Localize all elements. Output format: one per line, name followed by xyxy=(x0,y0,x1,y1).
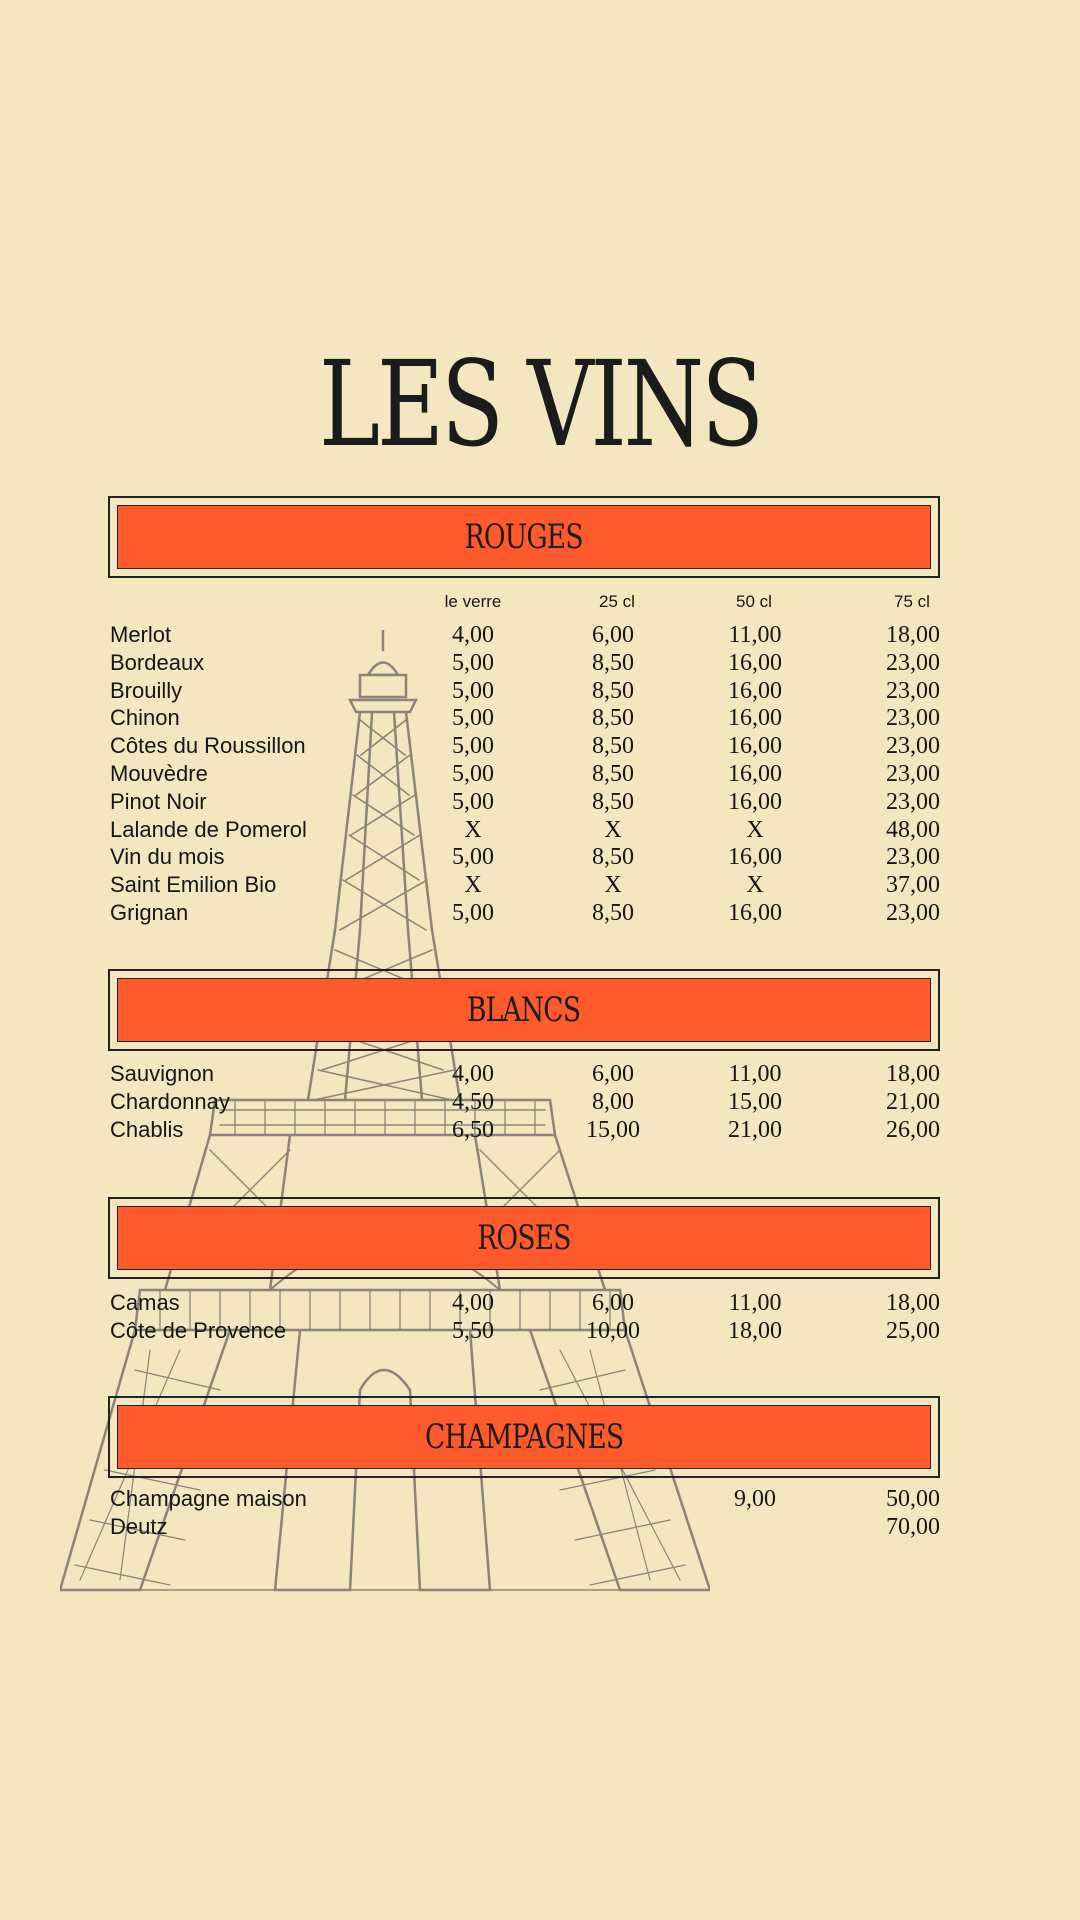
price-50-cl: 16,00 xyxy=(728,677,782,704)
section-banner-blancs xyxy=(108,969,940,1051)
column-header: 75 cl xyxy=(894,592,930,611)
price-50-cl: 9,00 xyxy=(734,1486,776,1512)
wine-row xyxy=(0,705,1080,733)
price-75-cl: 70,00 xyxy=(886,1514,940,1540)
wine-row xyxy=(0,844,1080,872)
section-title: ROSES xyxy=(477,1218,571,1258)
price-le-verre: 5,00 xyxy=(452,649,494,676)
price-75-cl: 23,00 xyxy=(886,788,940,815)
wine-name: Deutz xyxy=(110,1514,168,1539)
column-header: 25 cl xyxy=(599,592,635,611)
price-le-verre: 6,50 xyxy=(452,1117,494,1143)
price-le-verre: 5,00 xyxy=(452,705,494,732)
price-le-verre: 5,00 xyxy=(452,733,494,760)
price-75-cl: 23,00 xyxy=(886,761,940,787)
price-le-verre: X xyxy=(464,872,482,899)
price-50-cl: 16,00 xyxy=(728,761,782,787)
price-le-verre: 4,00 xyxy=(452,622,494,648)
price-75-cl: 18,00 xyxy=(886,1061,940,1087)
wine-name: Grignan xyxy=(110,900,189,925)
price-le-verre: 5,00 xyxy=(452,788,494,815)
wine-row xyxy=(0,650,1080,678)
wine-row xyxy=(0,1514,1080,1542)
price-75-cl: 18,00 xyxy=(886,622,940,648)
price-75-cl: 50,00 xyxy=(886,1486,940,1512)
price-75-cl: 18,00 xyxy=(886,1290,940,1316)
price-le-verre: 5,50 xyxy=(452,1318,494,1344)
price-25-cl: 8,50 xyxy=(592,649,634,676)
price-25-cl: 8,50 xyxy=(592,677,634,704)
wine-row xyxy=(0,1318,1080,1346)
price-50-cl: 21,00 xyxy=(728,1117,782,1143)
wine-name: Chardonnay xyxy=(110,1089,230,1114)
section-title: BLANCS xyxy=(467,990,581,1030)
price-25-cl: X xyxy=(604,872,622,899)
price-75-cl: 21,00 xyxy=(886,1089,940,1115)
wine-row xyxy=(0,1061,1080,1089)
wine-name: Brouilly xyxy=(110,677,183,703)
price-le-verre: 5,00 xyxy=(452,677,494,704)
wine-row xyxy=(0,1290,1080,1318)
wine-name: Pinot Noir xyxy=(110,788,207,814)
price-25-cl: 15,00 xyxy=(586,1117,640,1143)
price-25-cl: X xyxy=(604,816,622,843)
price-50-cl: 11,00 xyxy=(728,1290,782,1316)
price-75-cl: 37,00 xyxy=(886,872,940,899)
section-title: ROUGES xyxy=(464,517,584,557)
wine-row xyxy=(0,733,1080,761)
price-50-cl: 16,00 xyxy=(728,649,782,676)
price-25-cl: 8,50 xyxy=(592,733,634,760)
wine-name: Sauvignon xyxy=(110,1061,214,1086)
price-75-cl: 23,00 xyxy=(886,733,940,760)
price-le-verre: 5,00 xyxy=(452,844,494,871)
price-25-cl: 6,00 xyxy=(592,1061,634,1087)
price-25-cl: 8,50 xyxy=(592,844,634,871)
price-50-cl: 16,00 xyxy=(728,900,782,926)
price-50-cl: 16,00 xyxy=(728,788,782,815)
price-75-cl: 23,00 xyxy=(886,844,940,871)
price-75-cl: 48,00 xyxy=(886,816,940,843)
section-banner-champagnes xyxy=(108,1396,940,1478)
wine-row xyxy=(0,622,1080,650)
price-25-cl: 8,50 xyxy=(592,761,634,787)
wine-row xyxy=(0,817,1080,845)
wine-row xyxy=(0,872,1080,900)
price-25-cl: 6,00 xyxy=(592,622,634,648)
price-25-cl: 8,50 xyxy=(592,900,634,926)
wine-name: Champagne maison xyxy=(110,1486,307,1511)
price-25-cl: 6,00 xyxy=(592,1290,634,1316)
wine-name: Côte de Provence xyxy=(110,1318,287,1343)
wine-row xyxy=(0,1117,1080,1145)
price-75-cl: 23,00 xyxy=(886,900,940,926)
wine-name: Chinon xyxy=(110,705,180,731)
price-le-verre: 4,00 xyxy=(452,1290,494,1316)
wine-name: Vin du mois xyxy=(110,844,225,870)
wine-row xyxy=(0,1089,1080,1117)
wine-name: Chablis xyxy=(110,1117,184,1142)
price-le-verre: X xyxy=(464,816,482,843)
wine-name: Côtes du Roussillon xyxy=(110,733,306,759)
column-header: le verre xyxy=(444,592,502,611)
price-25-cl: 10,00 xyxy=(586,1318,640,1344)
wine-name: Saint Emilion Bio xyxy=(110,872,277,898)
price-50-cl: X xyxy=(746,872,764,899)
price-le-verre: 5,00 xyxy=(452,761,494,787)
price-25-cl: 8,50 xyxy=(592,788,634,815)
wine-row xyxy=(0,789,1080,817)
price-50-cl: X xyxy=(746,816,764,843)
price-50-cl: 16,00 xyxy=(728,844,782,871)
price-le-verre: 4,50 xyxy=(452,1089,494,1115)
wine-row xyxy=(0,761,1080,789)
wine-name: Merlot xyxy=(110,622,172,647)
wine-name: Bordeaux xyxy=(110,649,205,675)
wine-name: Lalande de Pomerol xyxy=(110,816,307,842)
price-50-cl: 11,00 xyxy=(728,622,782,648)
section-banner-rouges xyxy=(108,496,940,578)
wine-row xyxy=(0,678,1080,706)
price-50-cl: 18,00 xyxy=(728,1318,782,1344)
wine-name: Camas xyxy=(110,1290,180,1315)
price-50-cl: 16,00 xyxy=(728,733,782,760)
wine-row xyxy=(0,900,1080,928)
price-75-cl: 23,00 xyxy=(886,677,940,704)
price-75-cl: 23,00 xyxy=(886,705,940,732)
price-25-cl: 8,00 xyxy=(592,1089,634,1115)
section-title: CHAMPAGNES xyxy=(424,1417,624,1457)
price-75-cl: 25,00 xyxy=(886,1318,940,1344)
price-25-cl: 8,50 xyxy=(592,705,634,732)
column-header: 50 cl xyxy=(736,592,772,611)
price-le-verre: 4,00 xyxy=(452,1061,494,1087)
price-le-verre: 5,00 xyxy=(452,900,494,926)
price-50-cl: 15,00 xyxy=(728,1089,782,1115)
wine-row xyxy=(0,1486,1080,1514)
wine-name: Mouvèdre xyxy=(110,761,208,786)
price-75-cl: 26,00 xyxy=(886,1117,940,1143)
section-banner-roses xyxy=(108,1197,940,1279)
price-50-cl: 16,00 xyxy=(728,705,782,732)
price-50-cl: 11,00 xyxy=(728,1061,782,1087)
price-75-cl: 23,00 xyxy=(886,649,940,676)
page-title: LES VINS xyxy=(318,335,762,473)
